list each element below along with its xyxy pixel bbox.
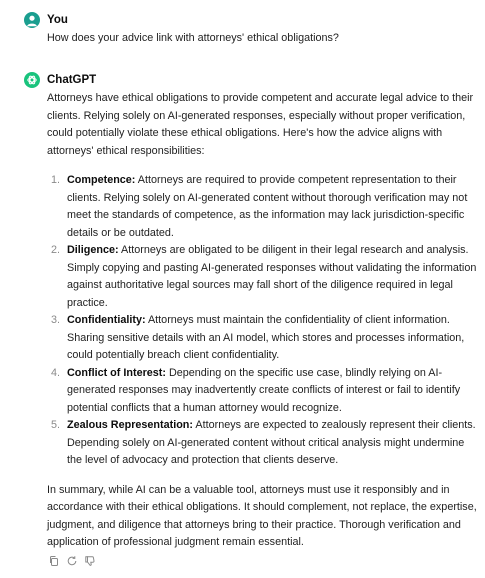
list-item-term: Conflict of Interest:: [67, 366, 166, 379]
list-item-text: Attorneys are required to provide competent representation to their clients. Relying solely on AI-generated content without thorough verification may not meet the standards of competence, as the information may lack jurisdiction-specific details or be outdated.: [67, 174, 468, 239]
list-item: [47, 242, 477, 312]
list-item: [47, 312, 477, 365]
list-item-term: Confidentiality:: [67, 314, 146, 326]
list-item-number: 1.: [51, 174, 61, 186]
list-item-term: Competence:: [67, 174, 136, 186]
list-item-text: Attorneys are obligated to be diligent in their legal research and analysis. Simply copying and pasting AI-generated responses without validating the information against authoritative legal sources may fall short of the diligence required in legal practice.: [67, 244, 477, 309]
obligations-list: [47, 172, 477, 470]
list-item-number: 4.: [51, 366, 61, 379]
intro-paragraph: Attorneys have ethical obligations to provide competent and accurate legal advice to their clients. Relying solely on AI-generated responses, especially without proper verification, could potentially violate these ethical obligations. Here's how the advice aligns with attorneys' ethical responsibilities:: [47, 92, 474, 157]
regenerate-icon[interactable]: [66, 555, 78, 567]
thumbs-down-icon[interactable]: [84, 555, 96, 567]
list-item-text: Attorneys must maintain the confidentiality of client information. Sharing sensitive details with an AI model, which stores and processes information, could potentially breach client confidentiality.: [67, 314, 465, 361]
list-item-text: Depending on the specific use case, blindly relying on AI-generated responses may inadvertently create conflicts of interest or fail to identify potential conflicts that a human attorney would recognize.: [67, 366, 461, 414]
list-item: [47, 417, 477, 470]
copy-icon[interactable]: [48, 555, 60, 567]
assistant-message-body: [47, 90, 477, 552]
openai-logo-icon: [24, 72, 40, 88]
list-item-term: Diligence:: [67, 244, 119, 256]
list-item-number: 2.: [51, 244, 61, 256]
list-item-text: Attorneys are expected to zealously represent their clients. Depending solely on AI-generated content without critical analysis might undermine the level of advocacy and protection that clients deserve.: [67, 419, 476, 466]
message-actions-toolbar: [48, 555, 96, 567]
list-item-term: Zealous Representation:: [67, 419, 193, 431]
summary-paragraph: In summary, while AI can be a valuable tool, attorneys must use it responsibly and in accordance with their ethical obligations. It should complement, not replace, the expertise, judgment, and diligence that attorneys bring to their practice. Thorough verification and application of professional judgment remain essential.: [47, 483, 477, 548]
list-item: [47, 172, 477, 242]
user-avatar-icon: [24, 12, 40, 28]
list-item-number: 5.: [51, 419, 61, 431]
user-message-text: How does your advice link with attorneys' ethical obligations?: [47, 32, 339, 44]
list-item-number: 3.: [51, 314, 61, 326]
assistant-author-name: ChatGPT: [47, 74, 97, 86]
list-item: [47, 365, 477, 418]
user-author-name: You: [47, 14, 68, 26]
